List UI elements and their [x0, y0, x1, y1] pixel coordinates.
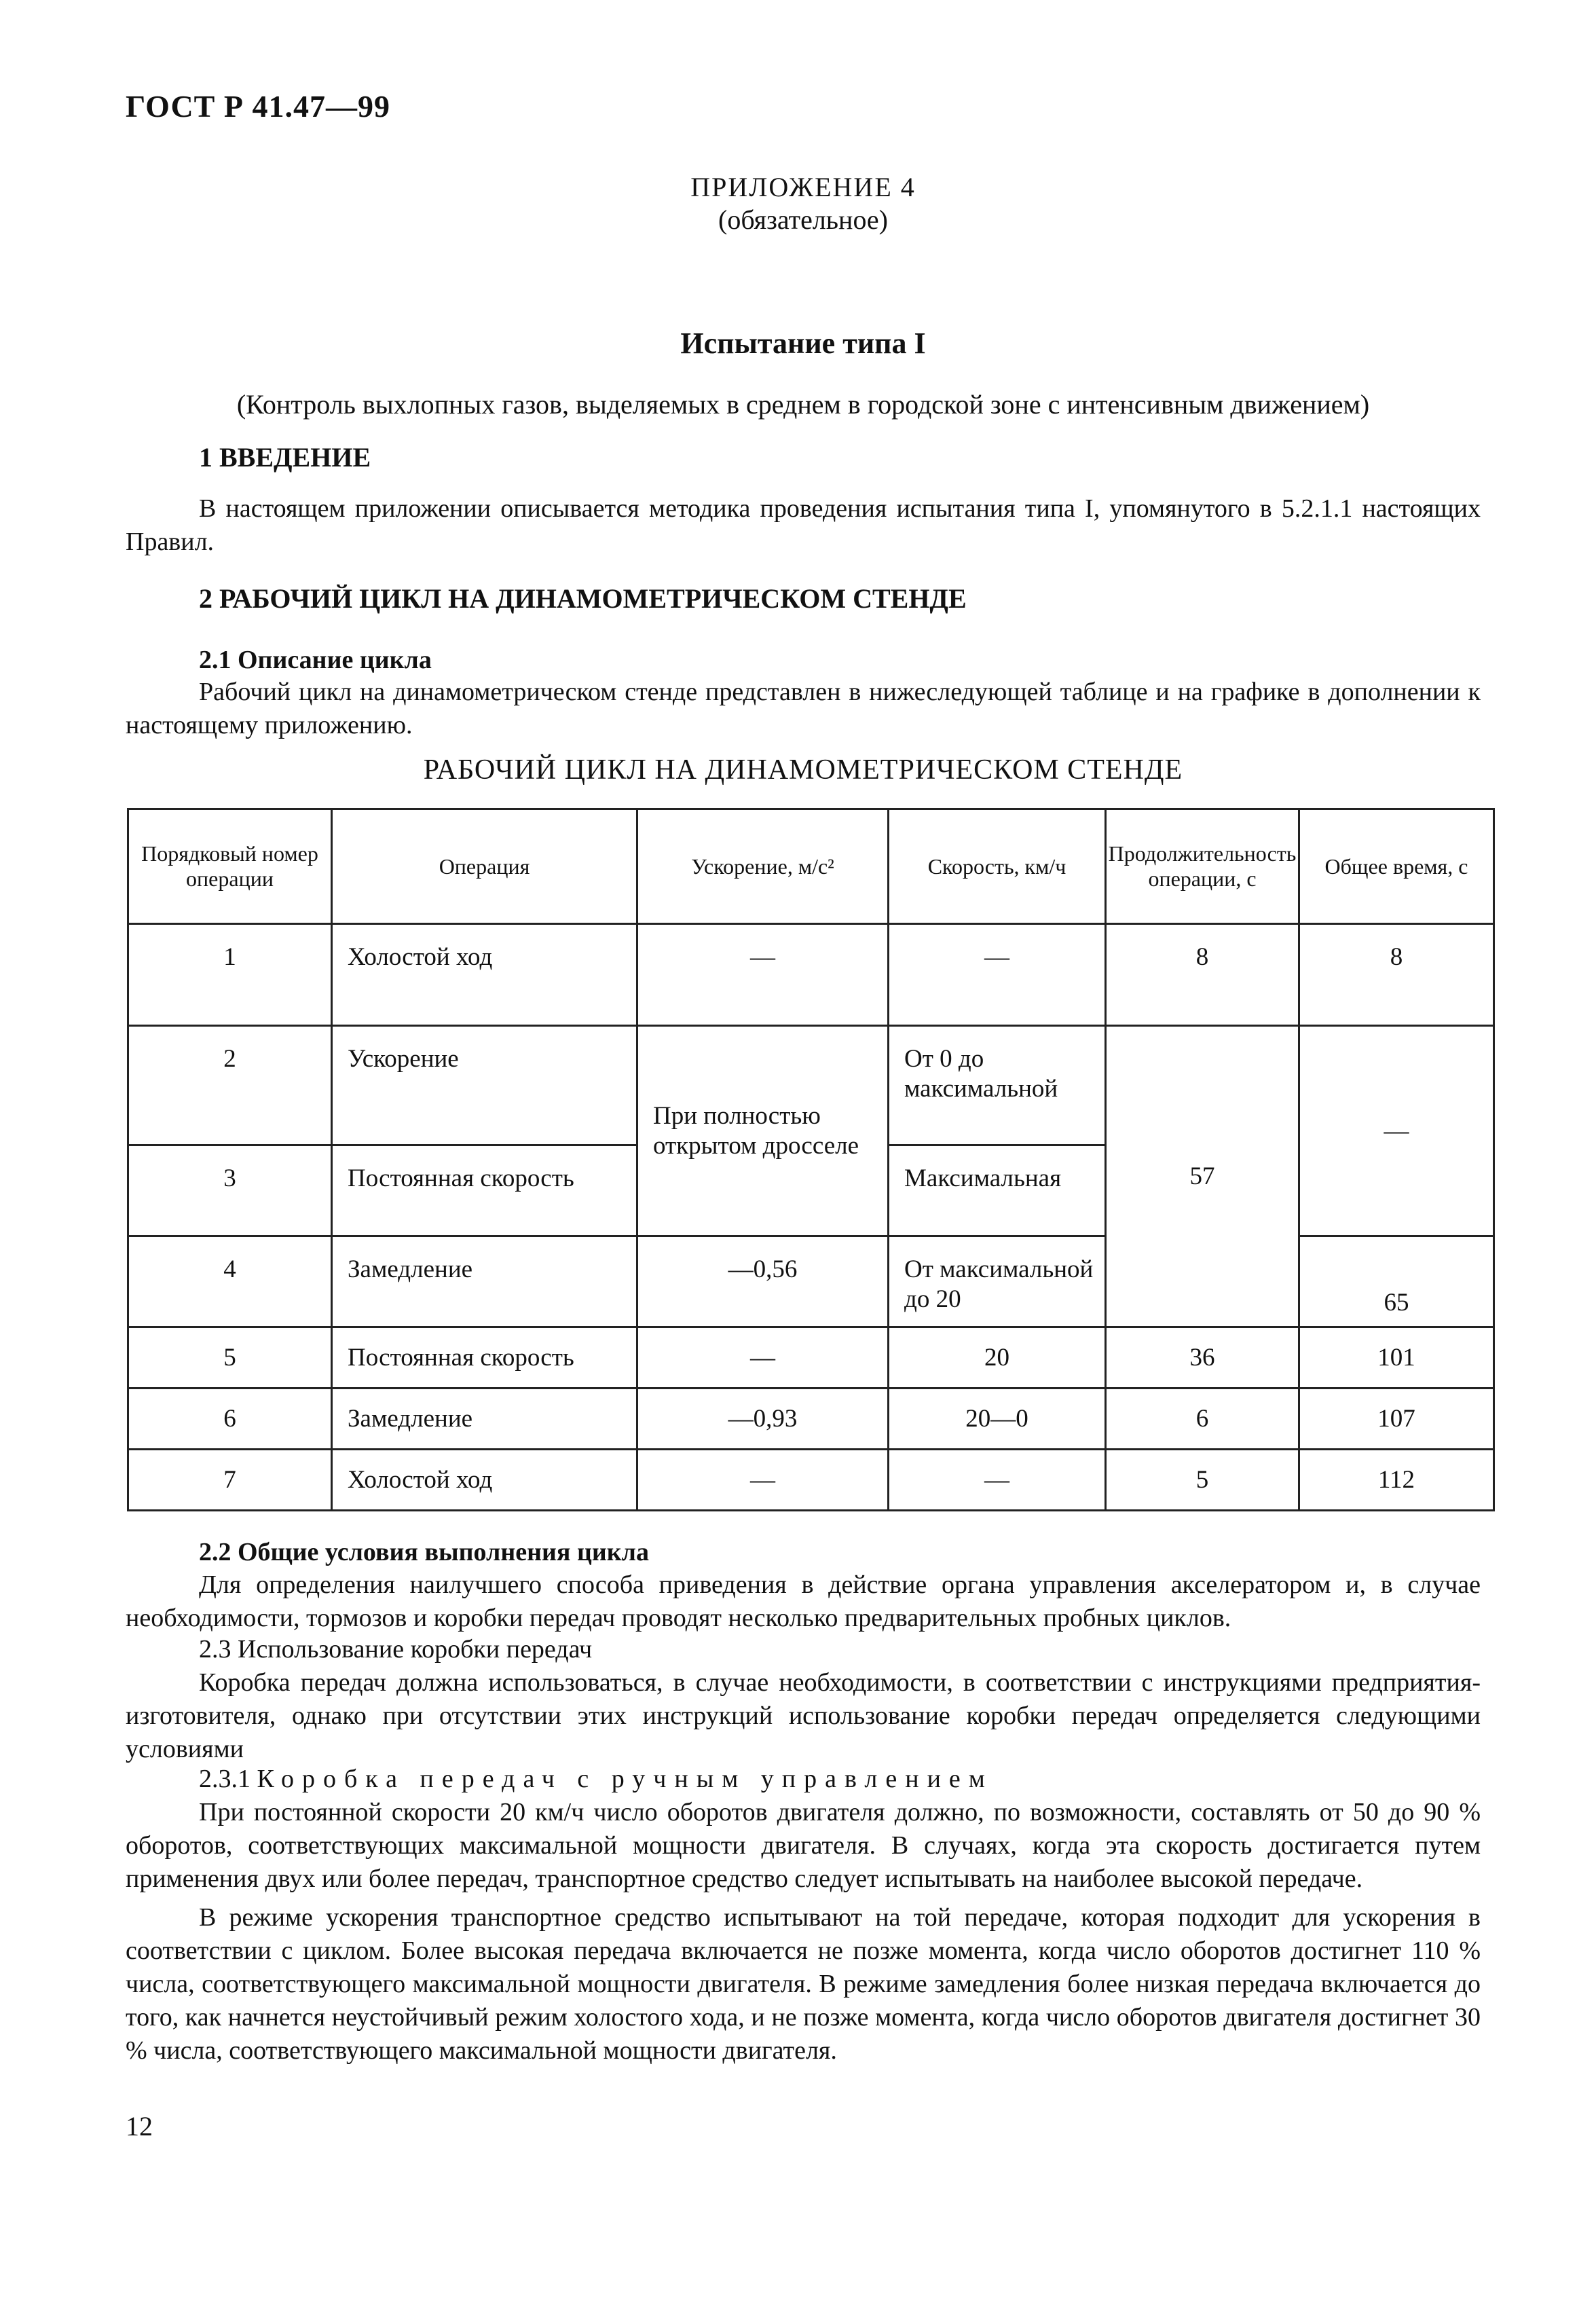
section-1-heading: 1 ВВЕДЕНИЕ — [199, 442, 371, 473]
cell-speed: Максимальная — [889, 1145, 1106, 1236]
table-row — [128, 1327, 1494, 1389]
cell-speed: — — [889, 1450, 1106, 1511]
section-2-2-text — [126, 1568, 1481, 1635]
table-row — [128, 1450, 1494, 1511]
table-caption: РАБОЧИЙ ЦИКЛ НА ДИНАМОМЕТРИЧЕСКОМ СТЕНДЕ — [423, 754, 1183, 786]
cell-number: 5 — [128, 1327, 332, 1389]
cell-number: 2 — [128, 1026, 332, 1145]
header-duration: Продолжительность операции, с — [1106, 809, 1299, 924]
appendix-title: ПРИЛОЖЕНИЕ 4 — [690, 172, 916, 202]
header-total-time: Общее время, с — [1299, 809, 1494, 924]
cell-operation: Постоянная скорость — [332, 1327, 637, 1389]
cell-total-time: 65 — [1299, 1236, 1494, 1327]
cell-operation: Постоянная скорость — [332, 1145, 637, 1236]
table-row — [128, 1389, 1494, 1450]
section-2-3-1-title: Коробка передач с ручным управлением — [257, 1765, 993, 1793]
section-2-2-paragraph: Для определения наилучшего способа приведения в действие органа управления акселератором и, в случае необходимости, тормозов и коробки передач проводят несколько предварительных пробных циклов. — [126, 1570, 1481, 1632]
section-2-heading: 2 РАБОЧИЙ ЦИКЛ НА ДИНАМОМЕТРИЧЕСКОМ СТЕНДЕ — [199, 583, 967, 614]
cell-number: 3 — [128, 1145, 332, 1236]
cell-operation: Ускорение — [332, 1026, 637, 1145]
section-1-paragraph: В настоящем приложении описывается методика проведения испытания типа I, упомянутого в 5.2.1.1 настоящих Правил. — [126, 494, 1481, 556]
section-2-1-text — [126, 676, 1481, 742]
cell-speed: От 0 до максимальной — [889, 1026, 1106, 1145]
section-2-3-paragraph: Коробка передач должна использоваться, в случае необходимости, в соответствии с инструкциями предприятия-изготовителя, однако при отсутствии этих инструкций использование коробки передач определяется следующими условиями — [126, 1668, 1481, 1763]
cell-duration: 8 — [1106, 924, 1299, 1026]
table-row — [128, 1026, 1494, 1145]
cell-number: 6 — [128, 1389, 332, 1450]
cell-operation: Замедление — [332, 1236, 637, 1327]
cell-duration: 6 — [1106, 1389, 1299, 1450]
section-2-3-heading: 2.3 Использование коробки передач — [199, 1635, 593, 1664]
appendix-status: (обязательное) — [718, 204, 888, 235]
section-2-1-paragraph: Рабочий цикл на динамометрическом стенде представлен в нижеследующей таблице и на графике в дополнении к настоящему приложению. — [126, 678, 1481, 739]
table-header-row — [128, 809, 1494, 924]
header-speed: Скорость, км/ч — [889, 809, 1106, 924]
section-2-3-1-heading — [199, 1763, 993, 1796]
cell-total-time: 8 — [1299, 924, 1494, 1026]
section-2-3-1-text — [126, 1796, 1481, 2068]
section-2-2-heading: 2.2 Общие условия выполнения цикла — [199, 1538, 649, 1566]
cell-operation: Замедление — [332, 1389, 637, 1450]
cell-speed: 20 — [889, 1327, 1106, 1389]
test-subtitle: (Контроль выхлопных газов, выделяемых в среднем в городской зоне с интенсивным движением) — [236, 389, 1370, 420]
cell-acceleration: —0,93 — [637, 1389, 889, 1450]
cell-speed: От максимальной до 20 — [889, 1236, 1106, 1327]
section-2-3-1-paragraph-2: В режиме ускорения транспортное средство испытывают на той передаче, которая подходит для ускорения в соответствии с циклом. Более высокая передача включается не позже момента, когда число оборотов достигнет 110 % числа, соответствующего максимальной мощности двигателя. В режиме замедления более низкая передача включается до того, как начнется неустойчивый режим холостого хода, и не позже момента, когда число оборотов двигателя достигнет 30 % числа, соответствующего максимальной мощности двигателя. — [126, 1903, 1481, 2065]
cell-number: 7 — [128, 1450, 332, 1511]
cell-acceleration: —0,56 — [637, 1236, 889, 1327]
cell-duration: 57 — [1106, 1026, 1299, 1327]
table-row — [128, 924, 1494, 1026]
cell-number: 1 — [128, 924, 332, 1026]
cell-duration: 5 — [1106, 1450, 1299, 1511]
cell-speed: 20—0 — [889, 1389, 1106, 1450]
document-code: ГОСТ Р 41.47—99 — [126, 89, 390, 124]
header-acceleration: Ускорение, м/с² — [637, 809, 889, 924]
page-number: 12 — [126, 2111, 153, 2142]
test-title: Испытание типа I — [680, 327, 926, 360]
cell-speed: — — [889, 924, 1106, 1026]
cell-operation: Холостой ход — [332, 924, 637, 1026]
section-1-text — [126, 492, 1481, 559]
cell-acceleration: При полностью открытом дросселе — [637, 1026, 889, 1236]
section-2-3-1-paragraph-1: При постоянной скорости 20 км/ч число оборотов двигателя должно, по возможности, составлять от 50 до 90 % оборотов, соответствующих максимальной мощности двигателя. В случаях, когда эта скорость достигается путем применения двух или более передач, транспортное средство следует испытывать на наиболее высокой передаче. — [126, 1798, 1481, 1893]
cell-acceleration: — — [637, 1450, 889, 1511]
cycle-table — [127, 808, 1495, 1511]
cell-total-time: 112 — [1299, 1450, 1494, 1511]
header-operation: Операция — [332, 809, 637, 924]
cell-operation: Холостой ход — [332, 1450, 637, 1511]
header-number: Порядковый номер операции — [128, 809, 332, 924]
section-2-3-text — [126, 1666, 1481, 1766]
cell-total-time: 107 — [1299, 1389, 1494, 1450]
cell-duration: 36 — [1106, 1327, 1299, 1389]
cell-acceleration: — — [637, 1327, 889, 1389]
cell-acceleration: — — [637, 924, 889, 1026]
section-2-1-heading: 2.1 Описание цикла — [199, 646, 432, 674]
cell-total-time: — — [1299, 1026, 1494, 1236]
cell-total-time: 101 — [1299, 1327, 1494, 1389]
section-2-3-1-number: 2.3.1 — [199, 1765, 250, 1793]
cell-number: 4 — [128, 1236, 332, 1327]
